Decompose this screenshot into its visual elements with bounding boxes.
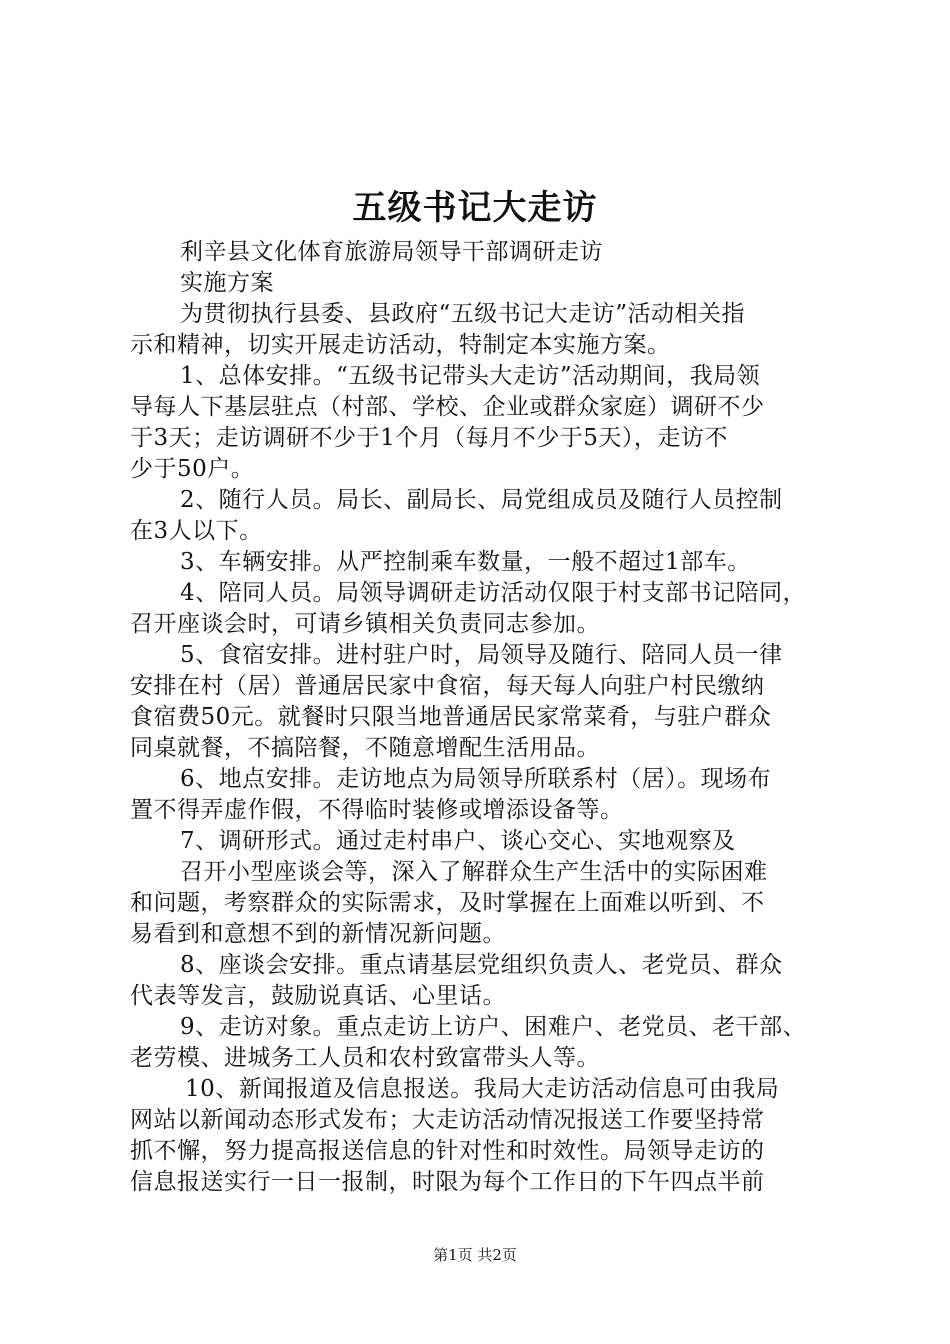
subtitle-line: 实施方案 xyxy=(180,270,274,296)
paragraph-line: 易看到和意想不到的新情况新问题。 xyxy=(130,921,506,947)
paragraph-line: 少于50户。 xyxy=(130,456,255,482)
paragraph-line: 4、陪同人员。局领导调研走访活动仅限于村支部书记陪同， xyxy=(180,580,807,606)
paragraph-line: 于3天；走访调研不少于1个月（每月不少于5天），走访不 xyxy=(130,425,728,451)
paragraph-line: 置不得弄虚作假，不得临时装修或增添设备等。 xyxy=(130,797,624,823)
paragraph-line: 食宿费50元。就餐时只限当地普通居民家常菜肴，与驻户群众 xyxy=(130,704,772,730)
paragraph-line: 安排在村（居）普通居民家中食宿，每天每人向驻户村民缴纳 xyxy=(130,673,765,699)
paragraph-line: 1、总体安排。“五级书记带头大走访”活动期间，我局领 xyxy=(180,363,761,389)
paragraph-line: 在3人以下。 xyxy=(130,518,263,544)
paragraph-line: 9、走访对象。重点走访上访户、困难户、老党员、老干部、 xyxy=(180,1014,807,1040)
paragraph-line: 抓不懈，努力提高报送信息的针对性和时效性。局领导走访的 xyxy=(130,1138,765,1164)
paragraph-line: 老劳模、进城务工人员和农村致富带头人等。 xyxy=(130,1045,600,1071)
paragraph-line: 示和精神，切实开展走访活动，特制定本实施方案。 xyxy=(130,332,671,358)
paragraph-line: 和问题，考察群众的实际需求，及时掌握在上面难以听到、不 xyxy=(130,890,765,916)
paragraph-line: 信息报送实行一日一报制，时限为每个工作日的下午四点半前 xyxy=(130,1169,765,1195)
paragraph-line: 6、地点安排。走访地点为局领导所联系村（居）。现场布 xyxy=(180,766,772,792)
paragraph-line: 7、调研形式。通过走村串户、谈心交心、实地观察及 xyxy=(180,828,736,854)
document-title: 五级书记大走访 xyxy=(352,188,598,228)
paragraph-line: 导每人下基层驻点（村部、学校、企业或群众家庭）调研不少 xyxy=(130,394,765,420)
paragraph-line: 3、车辆安排。从严控制乘车数量，一般不超过1部车。 xyxy=(180,549,751,575)
paragraph-line: 5、食宿安排。进村驻户时，局领导及随行、陪同人员一律 xyxy=(180,642,783,668)
paragraph-line: 同桌就餐，不搞陪餐，不随意增配生活用品。 xyxy=(130,735,600,761)
paragraph-line: 2、随行人员。局长、副局长、局党组成员及随行人员控制 xyxy=(180,487,783,513)
paragraph-line: 8、座谈会安排。重点请基层党组织负责人、老党员、群众 xyxy=(180,952,783,978)
page-number-footer: 第1页 共2页 xyxy=(433,1246,517,1264)
paragraph-line: 网站以新闻动态形式发布；大走访活动情况报送工作要坚持常 xyxy=(130,1107,765,1133)
paragraph-line: 代表等发言，鼓励说真话、心里话。 xyxy=(130,983,506,1009)
paragraph-line: 10、新闻报道及信息报送。我局大走访活动信息可由我局 xyxy=(185,1076,780,1102)
subtitle-line: 利辛县文化体育旅游局领导干部调研走访 xyxy=(180,239,603,265)
paragraph-line: 召开小型座谈会等，深入了解群众生产生活中的实际困难 xyxy=(180,859,768,885)
paragraph-line: 召开座谈会时，可请乡镇相关负责同志参加。 xyxy=(130,611,600,637)
paragraph-line: 为贯彻执行县委、县政府“五级书记大走访”活动相关指 xyxy=(180,301,746,327)
